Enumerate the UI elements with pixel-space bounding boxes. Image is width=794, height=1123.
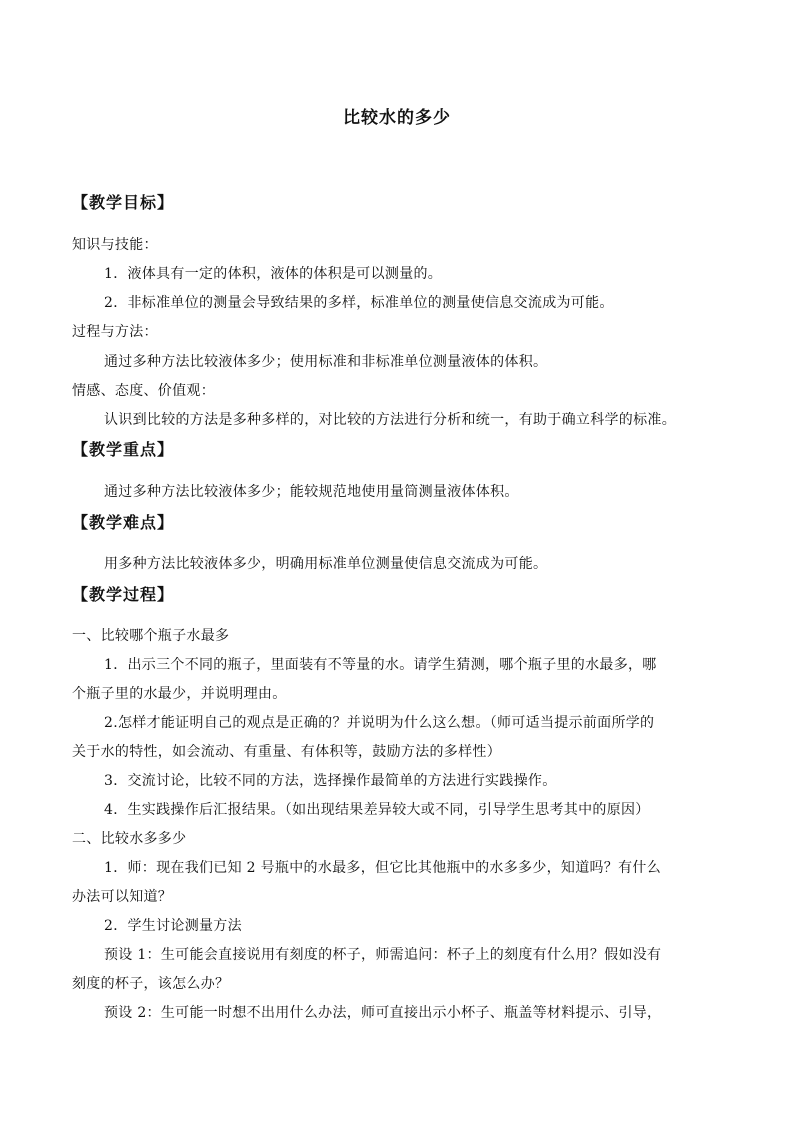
section-2-para-1-line-1: 1．师：现在我们已知 2 号瓶中的水最多，但它比其他瓶中的水多多少，知道吗？有什么 [104,860,662,876]
document-title: 比较水的多少 [343,108,451,128]
section-1-title: 一、比较哪个瓶子水最多 [72,628,230,644]
heading-key-points: 【教学重点】 [72,440,175,459]
heading-teaching-process: 【教学过程】 [72,585,175,604]
knowledge-skills-label: 知识与技能： [72,237,158,253]
attitude-values-label: 情感、态度、价值观： [72,383,215,399]
section-2-para-3-line-2: 刻度的杯子，该怎么办？ [72,976,230,992]
section-2-title: 二、比较水多多少 [72,831,187,847]
difficulties-text: 用多种方法比较液体多少，明确用标准单位测量使信息交流成为可能。 [104,556,548,572]
knowledge-item-1: 1．液体具有一定的体积，液体的体积是可以测量的。 [104,266,443,282]
section-2-para-2: 2．学生讨论测量方法 [104,918,242,934]
section-1-para-1-line-1: 1．出示三个不同的瓶子，里面装有不等量的水。请学生猜测，哪个瓶子里的水最多，哪 [104,657,657,673]
section-1-para-3: 3．交流讨论，比较不同的方法，选择操作最简单的方法进行实践操作。 [104,773,557,789]
process-method-item: 通过多种方法比较液体多少；使用标准和非标准单位测量液体的体积。 [104,354,548,370]
attitude-values-item: 认识到比较的方法是多种多样的，对比较的方法进行分析和统一，有助于确立科学的标准。 [104,412,676,428]
section-1-para-2-line-2: 关于水的特性，如会流动、有重量、有体积等，鼓励方法的多样性） [72,744,501,760]
key-points-text: 通过多种方法比较液体多少；能较规范地使用量筒测量液体体积。 [104,484,519,500]
section-1-para-4: 4．生实践操作后汇报结果。（如出现结果差异较大或不同，引导学生思考其中的原因） [104,802,650,818]
section-1-para-2-line-1: 2.怎样才能证明自己的观点是正确的？并说明为什么这么想。（师可适当提示前面所学的 [104,715,655,731]
process-method-label: 过程与方法： [72,324,158,340]
knowledge-item-2: 2．非标准单位的测量会导致结果的多样，标准单位的测量使信息交流成为可能。 [104,295,614,311]
section-1-para-1-line-2: 个瓶子里的水最少，并说明理由。 [72,686,287,702]
heading-difficulties: 【教学难点】 [72,513,175,532]
heading-teaching-goals: 【教学目标】 [72,193,175,212]
section-2-para-3-line-1: 预设 1：生可能会直接说用有刻度的杯子，师需追问：杯子上的刻度有什么用？假如没有 [104,947,662,963]
section-2-para-1-line-2: 办法可以知道？ [72,889,173,905]
section-2-para-4-line-1: 预设 2：生可能一时想不出用什么办法，师可直接出示小杯子、瓶盖等材料提示、引导， [104,1005,662,1021]
